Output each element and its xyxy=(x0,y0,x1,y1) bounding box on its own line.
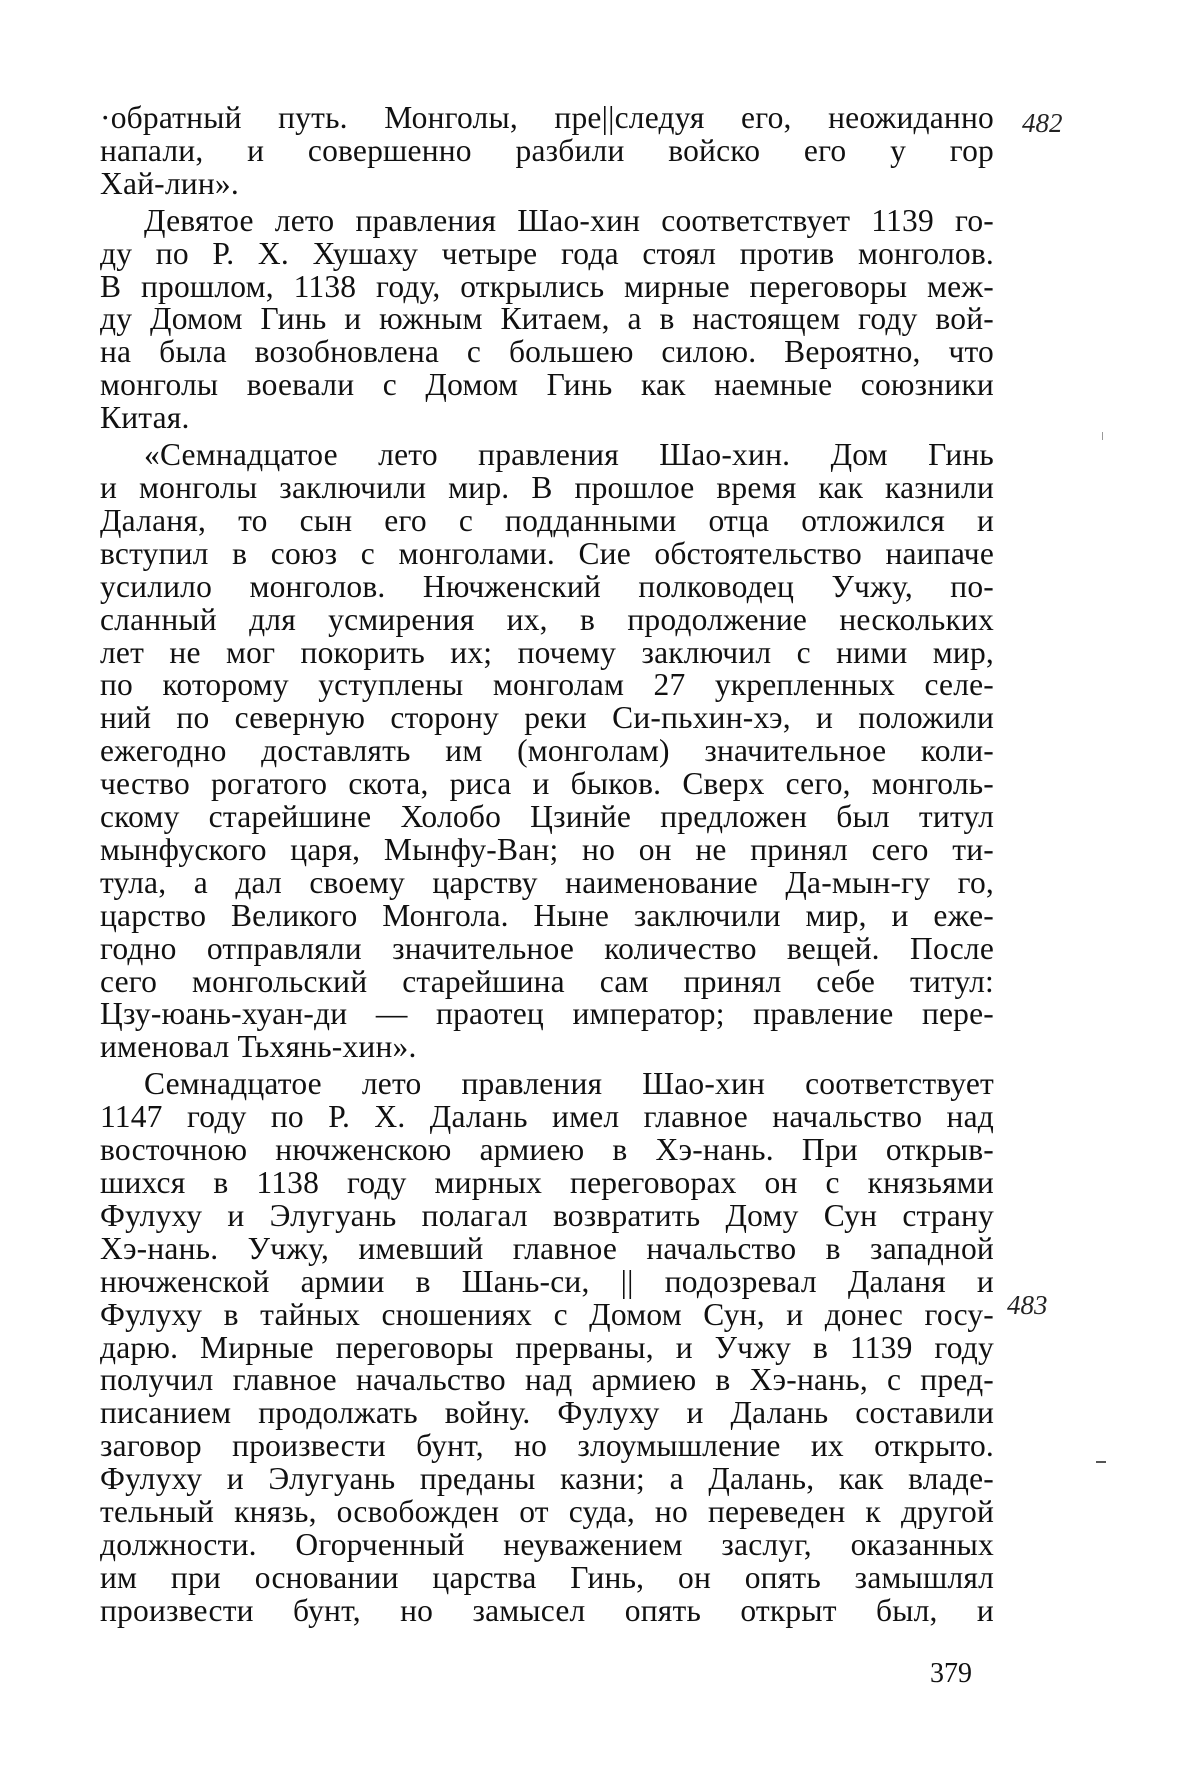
text-line: и монголы заключили мир. В прошлое время как казнили xyxy=(100,469,994,505)
text-line: заговор произвести бунт, но злоумышление их открыто. xyxy=(100,1428,994,1464)
text-line: годно отправляли значительное количество вещей. После xyxy=(100,930,994,966)
text-line: получил главное начальство над армиею в Хэ-нань, с пред- xyxy=(100,1362,994,1398)
text-line: должности. Огорченный неуважением заслуг, оказанных xyxy=(100,1526,994,1562)
text-line: Даланя, то сын его с подданными отца отложился и xyxy=(100,502,994,538)
text-line: ·обратный путь. Монголы, пре||следуя его, неожиданно xyxy=(100,100,994,135)
margin-page-ref: 482 xyxy=(1022,108,1063,138)
text-line: шихся в 1138 году мирных переговорах он с князьями xyxy=(100,1165,994,1200)
text-line: Фулуху и Элугуань преданы казни; а Далань, как владе- xyxy=(100,1461,994,1497)
text-line: Хай-лин». xyxy=(100,165,239,201)
text-line: на была возобновлена с большею силою. Вероятно, что xyxy=(100,334,994,370)
text-line: Хэ-нань. Учжу, имевший главное начальство в западной xyxy=(100,1230,994,1266)
page-number: 379 xyxy=(930,1658,972,1689)
page-body xyxy=(100,102,994,1632)
text-line: восточною нючженскою армиею в Хэ-нань. При открыв- xyxy=(100,1132,994,1168)
text-line: тула, а дал своему царству наименование Да-мын-гу го, xyxy=(100,864,994,900)
text-line: сего монгольский старейшина сам принял себе титул: xyxy=(100,963,994,999)
text-line: нючженской армии в Шань-си, || подозревал Даланя и xyxy=(100,1263,994,1299)
text-line: «Семнадцатое лето правления Шао-хин. Дом Гинь xyxy=(144,437,994,473)
text-line: лет не мог покорить их; почему заключил с ними мир, xyxy=(100,634,994,670)
scan-mark xyxy=(1102,432,1103,440)
text-line: ду по Р. Х. Хушаху четыре года стоял против монголов. xyxy=(100,235,994,271)
text-line: Семнадцатое лето правления Шао-хин соответствует xyxy=(144,1066,994,1102)
text-line: чество рогатого скота, риса и быков. Сверх сего, монголь- xyxy=(100,766,994,802)
text-line: Фулуху и Элугуань полагал возвратить Дому Сун страну xyxy=(100,1197,994,1233)
text-line: сланный для усмирения их, в продолжение нескольких xyxy=(100,601,994,637)
text-line: Цзу-юань-хуан-ди — праотец император; правление пере- xyxy=(100,996,994,1032)
text-line: им при основании царства Гинь, он опять замышлял xyxy=(100,1559,994,1595)
text-line: по которому уступлены монголам 27 укрепленных селе- xyxy=(100,667,994,703)
text-line: именовал Тьхянь-хин». xyxy=(100,1029,417,1065)
text-line: В прошлом, 1138 году, открылись мирные переговоры меж- xyxy=(100,268,994,304)
text-line: ежегодно доставлять им (монголам) значительное коли- xyxy=(100,733,994,769)
paragraph-2 xyxy=(100,202,994,436)
text-line: Девятое лето правления Шао-хин соответствует 1139 го- xyxy=(144,202,994,238)
text-line: дарю. Мирные переговоры прерваны, и Учжу в 1139 году xyxy=(100,1329,994,1365)
text-line: Фулуху в тайных сношениях с Домом Сун, и донес госу- xyxy=(100,1296,994,1332)
paragraph-4 xyxy=(100,1068,994,1627)
text-line: царство Великого Монгола. Ныне заключили мир, и еже- xyxy=(100,897,994,933)
text-line: тельный князь, освобожден от суда, но переведен к другой xyxy=(100,1494,994,1530)
text-line: ду Домом Гинь и южным Китаем, а в настоящем году вой- xyxy=(100,301,994,337)
text-line: 1147 году по Р. Х. Далань имел главное начальство над xyxy=(100,1099,994,1135)
text-line: произвести бунт, но замысел опять открыт был, и xyxy=(100,1592,994,1628)
text-line: мынфуского царя, Мынфу-Ван; но он не принял сего ти- xyxy=(100,831,994,867)
paragraph-3 xyxy=(100,439,994,1064)
text-line: усилило монголов. Нючженский полководец Учжу, по- xyxy=(100,568,994,604)
paragraph-1 xyxy=(100,102,994,201)
text-line: Китая. xyxy=(100,400,190,436)
text-line: напали, и совершенно разбили войско его у гор xyxy=(100,132,994,168)
scan-mark xyxy=(1096,1461,1106,1463)
text-line: вступил в союз с монголами. Сие обстоятельство наипаче xyxy=(100,535,994,571)
margin-page-ref: 483 xyxy=(1007,1290,1048,1320)
text-line: ний по северную сторону реки Си-пьхин-хэ, и положили xyxy=(100,700,994,736)
text-line: монголы воевали с Домом Гинь как наемные союзники xyxy=(100,367,994,403)
text-line: писанием продолжать войну. Фулуху и Далань составили xyxy=(100,1395,994,1431)
text-line: скому старейшине Холобо Цзинйе предложен был титул xyxy=(100,799,994,835)
